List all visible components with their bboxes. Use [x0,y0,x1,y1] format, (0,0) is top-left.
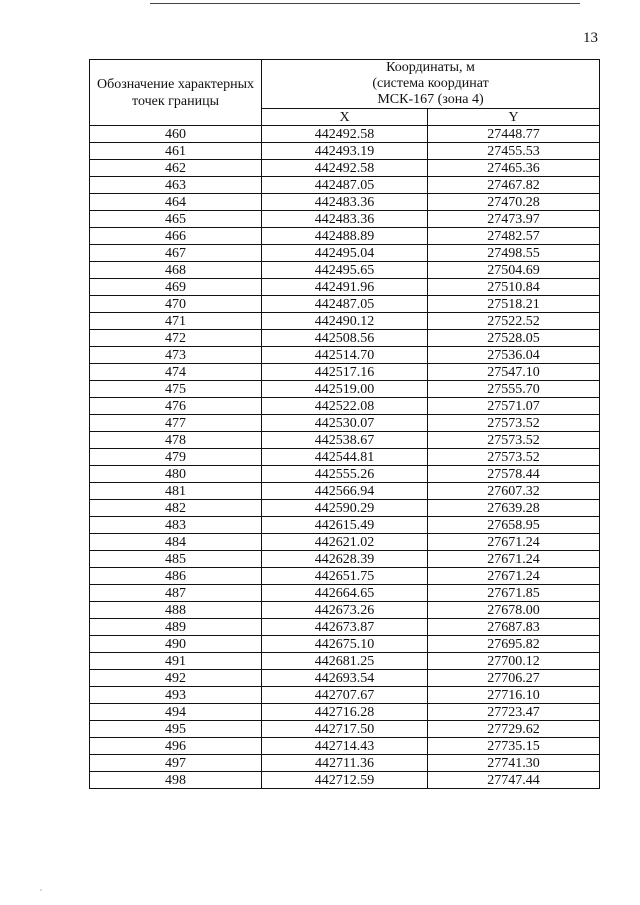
table-row [90,194,600,211]
x-coordinate-cell: 442519.00 [262,381,428,398]
y-coordinate-cell: 27706.27 [428,670,600,687]
y-coordinate-cell: 27687.83 [428,619,600,636]
point-number-cell: 486 [90,568,262,585]
y-coordinate-cell: 27555.70 [428,381,600,398]
table-row [90,432,600,449]
table-row [90,381,600,398]
x-coordinate-cell: 442495.04 [262,245,428,262]
table-row [90,687,600,704]
table-row [90,177,600,194]
y-coordinate-cell: 27504.69 [428,262,600,279]
x-coordinate-cell: 442483.36 [262,211,428,228]
y-coordinate-cell: 27573.52 [428,432,600,449]
point-number-cell: 469 [90,279,262,296]
x-coordinate-cell: 442590.29 [262,500,428,517]
table-row [90,534,600,551]
table-row [90,738,600,755]
y-coordinate-cell: 27716.10 [428,687,600,704]
y-coordinate-cell: 27578.44 [428,466,600,483]
y-coordinate-cell: 27639.28 [428,500,600,517]
point-number-cell: 475 [90,381,262,398]
y-coordinate-cell: 27547.10 [428,364,600,381]
x-coordinate-cell: 442664.65 [262,585,428,602]
y-coordinate-cell: 27470.28 [428,194,600,211]
x-coordinate-cell: 442628.39 [262,551,428,568]
point-number-cell: 494 [90,704,262,721]
point-number-cell: 465 [90,211,262,228]
x-coordinate-cell: 442566.94 [262,483,428,500]
x-coordinate-cell: 442712.59 [262,772,428,789]
table-row [90,364,600,381]
table-row [90,262,600,279]
y-coordinate-cell: 27700.12 [428,653,600,670]
point-number-cell: 464 [90,194,262,211]
table-row [90,551,600,568]
table-row [90,398,600,415]
point-number-cell: 473 [90,347,262,364]
x-coordinate-cell: 442495.65 [262,262,428,279]
y-coordinate-cell: 27455.53 [428,143,600,160]
point-number-cell: 490 [90,636,262,653]
point-number-cell: 480 [90,466,262,483]
table-row [90,313,600,330]
x-coordinate-cell: 442514.70 [262,347,428,364]
point-number-cell: 495 [90,721,262,738]
x-coordinate-cell: 442492.58 [262,126,428,143]
table-row [90,126,600,143]
header-coordinates [262,60,600,109]
y-coordinate-cell: 27465.36 [428,160,600,177]
y-coordinate-cell: 27571.07 [428,398,600,415]
y-coordinate-cell: 27678.00 [428,602,600,619]
point-number-cell: 489 [90,619,262,636]
x-coordinate-cell: 442555.26 [262,466,428,483]
y-coordinate-cell: 27671.24 [428,551,600,568]
x-coordinate-cell: 442714.43 [262,738,428,755]
point-number-cell: 481 [90,483,262,500]
table-row [90,636,600,653]
point-number-cell: 462 [90,160,262,177]
point-number-cell: 483 [90,517,262,534]
point-number-cell: 461 [90,143,262,160]
table-row [90,347,600,364]
point-number-cell: 492 [90,670,262,687]
y-coordinate-cell: 27671.85 [428,585,600,602]
y-coordinate-cell: 27536.04 [428,347,600,364]
x-coordinate-cell: 442488.89 [262,228,428,245]
table-row [90,772,600,789]
x-coordinate-cell: 442681.25 [262,653,428,670]
x-coordinate-cell: 442693.54 [262,670,428,687]
table-row [90,704,600,721]
table-row [90,279,600,296]
y-coordinate-cell: 27473.97 [428,211,600,228]
point-number-cell: 477 [90,415,262,432]
x-coordinate-cell: 442675.10 [262,636,428,653]
x-coordinate-cell: 442717.50 [262,721,428,738]
point-number-cell: 460 [90,126,262,143]
point-number-cell: 491 [90,653,262,670]
y-coordinate-cell: 27518.21 [428,296,600,313]
page-number: 13 [583,30,598,46]
top-rule [150,3,580,4]
point-number-cell: 463 [90,177,262,194]
y-coordinate-cell: 27723.47 [428,704,600,721]
point-number-cell: 478 [90,432,262,449]
table-row [90,143,600,160]
point-number-cell: 467 [90,245,262,262]
x-coordinate-cell: 442673.87 [262,619,428,636]
x-coordinate-cell: 442673.26 [262,602,428,619]
x-coordinate-cell: 442522.08 [262,398,428,415]
y-coordinate-cell: 27482.57 [428,228,600,245]
coordinates-table [89,59,600,789]
x-coordinate-cell: 442483.36 [262,194,428,211]
table-row [90,483,600,500]
x-coordinate-cell: 442487.05 [262,177,428,194]
x-coordinate-cell: 442491.96 [262,279,428,296]
point-number-cell: 484 [90,534,262,551]
header-point-designation: Обозначение характерных точек границы [90,60,262,126]
table-row [90,517,600,534]
table-row [90,330,600,347]
y-coordinate-cell: 27671.24 [428,534,600,551]
x-coordinate-cell: 442615.49 [262,517,428,534]
x-coordinate-cell: 442493.19 [262,143,428,160]
table-row [90,296,600,313]
y-coordinate-cell: 27448.77 [428,126,600,143]
point-number-cell: 470 [90,296,262,313]
table-row [90,568,600,585]
y-coordinate-cell: 27498.55 [428,245,600,262]
x-coordinate-cell: 442517.16 [262,364,428,381]
point-number-cell: 497 [90,755,262,772]
header-y: Y [428,109,600,126]
y-coordinate-cell: 27607.32 [428,483,600,500]
table-row [90,160,600,177]
x-coordinate-cell: 442711.36 [262,755,428,772]
y-coordinate-cell: 27573.52 [428,415,600,432]
y-coordinate-cell: 27747.44 [428,772,600,789]
header-coordinates-line1: Координаты, м [386,60,475,75]
point-number-cell: 471 [90,313,262,330]
point-number-cell: 485 [90,551,262,568]
table-row [90,585,600,602]
table-row [90,466,600,483]
x-coordinate-cell: 442707.67 [262,687,428,704]
table-row [90,500,600,517]
y-coordinate-cell: 27671.24 [428,568,600,585]
table-row [90,245,600,262]
x-coordinate-cell: 442490.12 [262,313,428,330]
table-row [90,721,600,738]
table-row [90,449,600,466]
header-coordinates-line2: (система координат [372,76,489,91]
point-number-cell: 488 [90,602,262,619]
table-row [90,670,600,687]
point-number-cell: 493 [90,687,262,704]
table-body [90,126,600,789]
x-coordinate-cell: 442544.81 [262,449,428,466]
table-row [90,602,600,619]
y-coordinate-cell: 27729.62 [428,721,600,738]
y-coordinate-cell: 27510.84 [428,279,600,296]
point-number-cell: 498 [90,772,262,789]
header-coordinates-line3: МСК-167 (зона 4) [377,92,484,107]
y-coordinate-cell: 27528.05 [428,330,600,347]
table-row [90,228,600,245]
x-coordinate-cell: 442508.56 [262,330,428,347]
point-number-cell: 474 [90,364,262,381]
y-coordinate-cell: 27467.82 [428,177,600,194]
point-number-cell: 472 [90,330,262,347]
point-number-cell: 482 [90,500,262,517]
header-x: X [262,109,428,126]
point-number-cell: 479 [90,449,262,466]
x-coordinate-cell: 442716.28 [262,704,428,721]
y-coordinate-cell: 27741.30 [428,755,600,772]
table-row [90,755,600,772]
y-coordinate-cell: 27658.95 [428,517,600,534]
table-row [90,415,600,432]
x-coordinate-cell: 442487.05 [262,296,428,313]
point-number-cell: 476 [90,398,262,415]
y-coordinate-cell: 27695.82 [428,636,600,653]
point-number-cell: 496 [90,738,262,755]
x-coordinate-cell: 442651.75 [262,568,428,585]
x-coordinate-cell: 442492.58 [262,160,428,177]
x-coordinate-cell: 442530.07 [262,415,428,432]
table-row [90,653,600,670]
point-number-cell: 466 [90,228,262,245]
table-row [90,211,600,228]
x-coordinate-cell: 442621.02 [262,534,428,551]
scan-speck [40,889,42,891]
point-number-cell: 487 [90,585,262,602]
table-row [90,619,600,636]
y-coordinate-cell: 27573.52 [428,449,600,466]
y-coordinate-cell: 27522.52 [428,313,600,330]
y-coordinate-cell: 27735.15 [428,738,600,755]
x-coordinate-cell: 442538.67 [262,432,428,449]
point-number-cell: 468 [90,262,262,279]
